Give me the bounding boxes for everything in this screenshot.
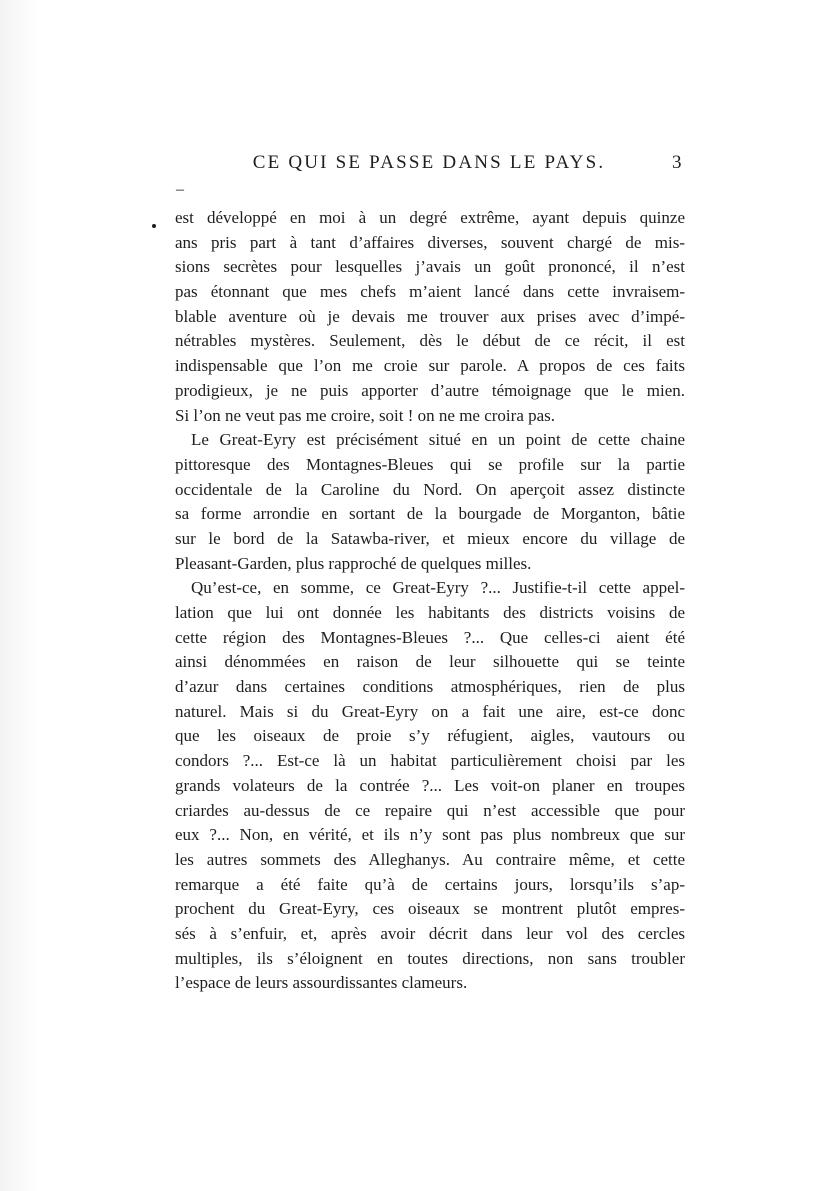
text-line: sés à s’enfuir, et, après avoir décrit dans leur vol des cercles <box>175 923 685 943</box>
running-header-title: CE QUI SE PASSE DANS LE PAYS. <box>252 152 606 173</box>
text-line: criardes au-dessus de ce repaire qui n’est accessible que pour <box>175 800 685 820</box>
text-line: ainsi dénommées en raison de leur silhouette qui se teinte <box>175 652 685 672</box>
text-line: naturel. Mais si du Great-Eyry on a fait une aire, est-ce donc <box>175 701 685 721</box>
text-line: les autres sommets des Alleghanys. Au contraire même, et cette <box>175 849 685 869</box>
text-line: Pleasant-Garden, plus rapproché de quelques milles. <box>175 553 532 573</box>
text-line: condors ?... Est-ce là un habitat particulièrement choisi par les <box>175 751 685 771</box>
text-line: est développé en moi à un degré extrême, ayant depuis quinze <box>175 208 685 227</box>
text-line: que les oiseaux de proie s’y réfugient, aigles, vautours ou <box>175 726 685 746</box>
text-line: indispensable que l’on me croie sur parole. A propos de ces faits <box>175 356 685 376</box>
text-line: l’espace de leurs assourdissantes clameurs. <box>175 973 468 993</box>
text-line: pas étonnant que mes chefs m’aient lancé dans cette invraisem- <box>175 282 685 302</box>
text-line: sions secrètes pour lesquelles j’avais un goût prononcé, il n’est <box>175 257 685 277</box>
text-line: lation que lui ont donnée les habitants des districts voisins de <box>175 603 685 622</box>
text-line: prodigieux, je ne puis apporter d’autre témoignage que le mien. <box>175 380 685 400</box>
page-number: 3 <box>672 152 682 173</box>
paragraph-first-line: Qu’est-ce, en somme, ce Great-Eyry ?... Justifie-t-il cette appel- <box>191 578 685 598</box>
text-line: remarque a été faite qu’à de certains jours, lorsqu’ils s’ap- <box>175 874 685 894</box>
paragraph-first-line: Le Great-Eyry est précisément situé en un point de cette chaine <box>191 430 685 450</box>
text-line: blable aventure où je devais me trouver aux prises avec d’impé- <box>175 306 685 326</box>
text-line: grands volateurs de la contrée ?... Les voit-on planer en troupes <box>175 775 685 795</box>
margin-dot <box>152 224 156 228</box>
text-line: sur le bord de la Satawba-river, et mieux encore du village de <box>175 528 685 548</box>
text-line: nétrables mystères. Seulement, dès le début de ce récit, il est <box>175 331 685 351</box>
margin-dash: – <box>176 181 184 198</box>
text-line: cette région des Montagnes-Bleues ?... Que celles-ci aient été <box>175 627 685 647</box>
text-line: ans pris part à tant d’affaires diverses, souvent chargé de mis- <box>175 232 685 252</box>
page-body-text <box>175 206 685 996</box>
text-line: d’azur dans certaines conditions atmosphériques, rien de plus <box>175 677 685 697</box>
text-line: multiples, ils s’éloignent en toutes directions, non sans troubler <box>175 948 685 968</box>
text-line: eux ?... Non, en vérité, et ils n’y sont pas plus nombreux que sur <box>175 825 685 845</box>
text-line: prochent du Great-Eyry, ces oiseaux se montrent plutôt empres- <box>175 899 685 919</box>
page-edge-shadow <box>0 0 38 1191</box>
text-line: Si l’on ne veut pas me croire, soit ! on ne me croira pas. <box>175 405 556 425</box>
text-line: sa forme arrondie en sortant de la bourgade de Morganton, bâtie <box>175 504 685 524</box>
text-line: occidentale de la Caroline du Nord. On aperçoit assez distincte <box>175 479 685 499</box>
text-line: pittoresque des Montagnes-Bleues qui se profile sur la partie <box>175 454 685 474</box>
